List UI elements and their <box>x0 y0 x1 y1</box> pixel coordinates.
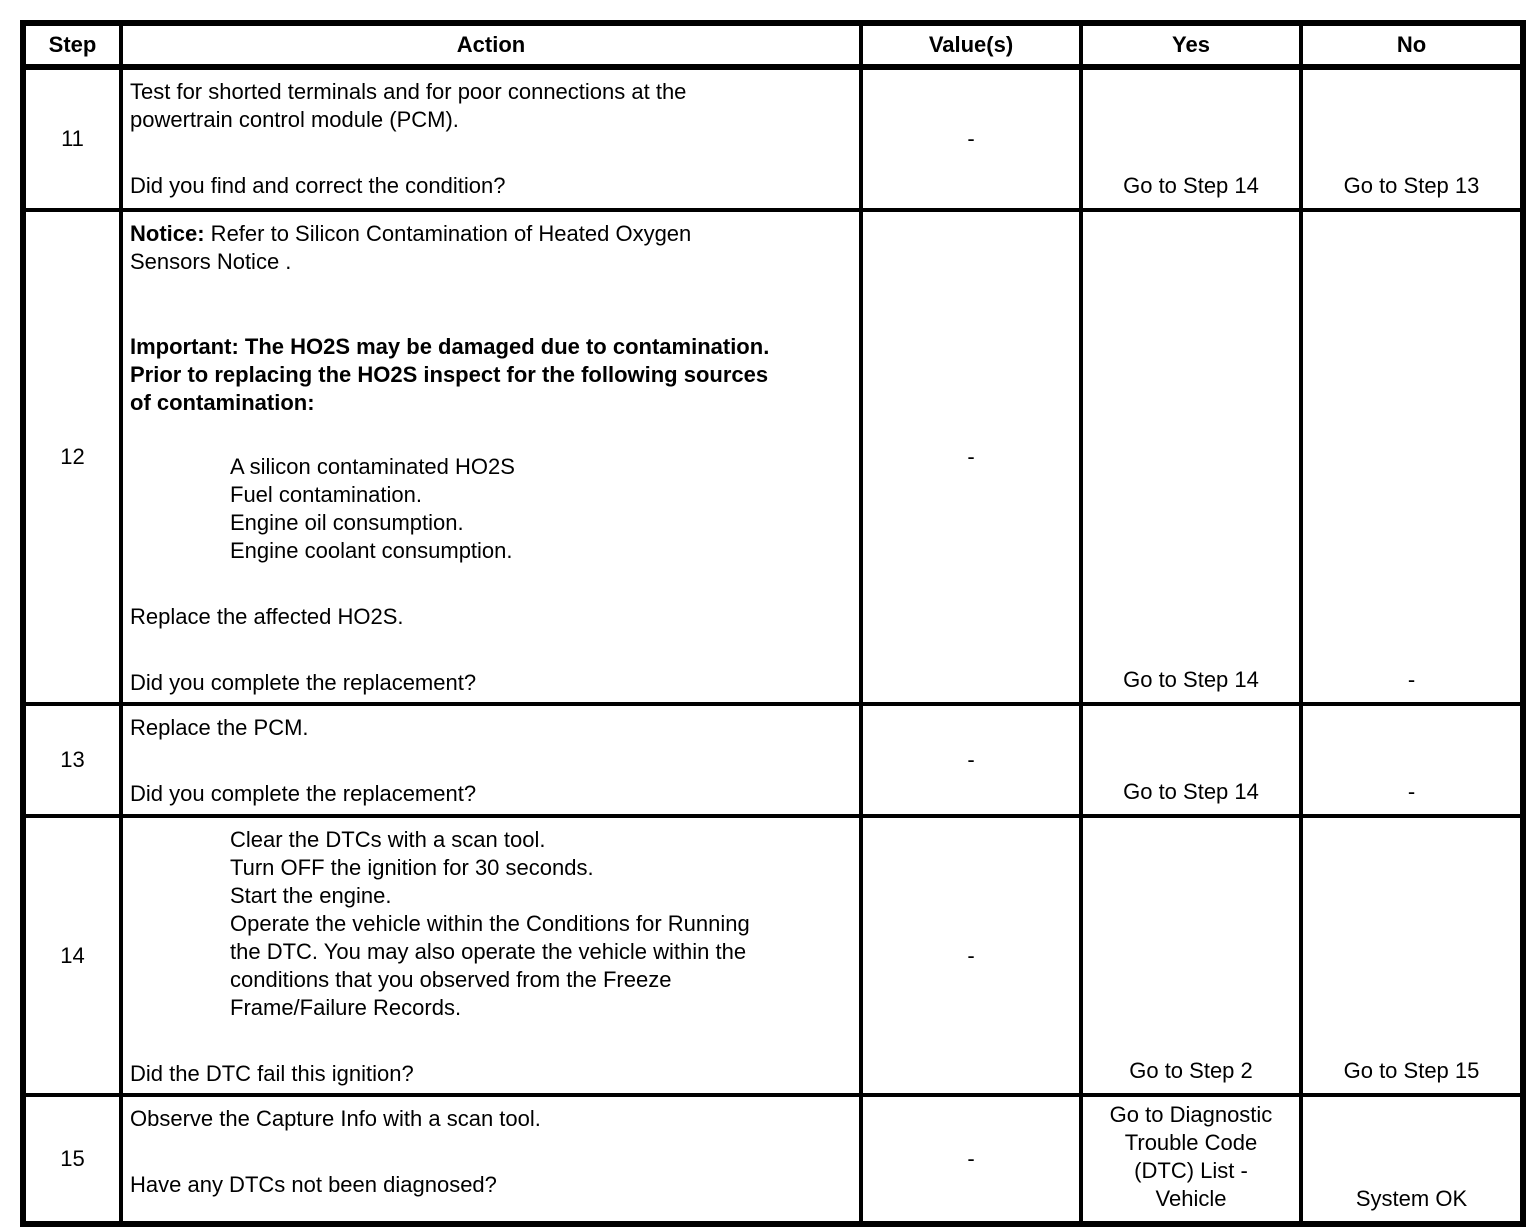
action-paragraph <box>130 78 853 134</box>
action-cell <box>121 1095 861 1224</box>
text-line: Vehicle <box>1155 1186 1227 1211</box>
text-line: Go to Step 2 <box>1129 1058 1253 1083</box>
text-line: - <box>967 444 975 469</box>
table-body <box>23 67 1523 1224</box>
text-line: Observe the Capture Info with a scan tool. <box>130 1106 541 1131</box>
text-line: Operate the vehicle within the Conditions for Running <box>230 911 750 936</box>
diagnostic-table <box>20 20 1526 1227</box>
text-line: Test for shorted terminals and for poor connections at the <box>130 79 687 104</box>
text-line: Replace the PCM. <box>130 715 309 740</box>
action-list-item <box>230 509 853 537</box>
text-line: the DTC. You may also operate the vehicle within the <box>230 939 747 964</box>
text-line: Frame/Failure Records. <box>230 995 462 1020</box>
text-line: - <box>1407 667 1416 692</box>
step-number: 15 <box>60 1146 85 1171</box>
yes-cell <box>1081 67 1301 210</box>
action-list <box>130 453 853 565</box>
text-line: Go to Step 14 <box>1123 173 1259 198</box>
text-line: Prior to replacing the HO2S inspect for the following sources <box>130 362 769 387</box>
text-line: A silicon contaminated HO2S <box>230 454 515 479</box>
action-question: Did you find and correct the condition? <box>130 173 506 198</box>
header-row <box>23 23 1523 67</box>
action-cell <box>121 816 861 1095</box>
important-paragraph <box>130 333 853 417</box>
step-cell <box>23 67 121 210</box>
table-row <box>23 210 1523 704</box>
step-cell <box>23 210 121 704</box>
no-cell <box>1301 67 1523 210</box>
text-line: Go to Step 14 <box>1123 667 1259 692</box>
action-content <box>130 78 853 200</box>
text-line: Engine coolant consumption. <box>230 538 513 563</box>
yes-cell <box>1081 210 1301 704</box>
no-cell <box>1301 816 1523 1095</box>
action-cell <box>121 210 861 704</box>
text-line: Turn OFF the ignition for 30 seconds. <box>230 855 594 880</box>
action-list-item <box>230 910 853 1022</box>
table-row <box>23 704 1523 816</box>
action-list-item <box>230 481 853 509</box>
action-paragraph <box>130 714 853 742</box>
action-question: Did the DTC fail this ignition? <box>130 1061 414 1086</box>
value-cell <box>861 704 1081 816</box>
text-line: - <box>967 747 975 772</box>
step-cell <box>23 704 121 816</box>
text-line: Go to Step 13 <box>1343 173 1480 198</box>
text-line: Fuel contamination. <box>230 482 422 507</box>
action-content <box>130 1105 853 1209</box>
table-row <box>23 1095 1523 1224</box>
no-cell <box>1301 1095 1523 1224</box>
action-content <box>130 714 853 806</box>
text-line: Trouble Code <box>1124 1130 1258 1155</box>
text-line: System OK <box>1355 1186 1468 1211</box>
no-cell <box>1301 210 1523 704</box>
notice-paragraph <box>130 220 853 276</box>
step-number: 11 <box>61 126 84 151</box>
action-question: Have any DTCs not been diagnosed? <box>130 1172 497 1197</box>
action-content <box>130 826 853 1085</box>
step-number: 12 <box>60 444 85 469</box>
action-list-item <box>230 882 853 910</box>
action-cell <box>121 67 861 210</box>
text-line: of contamination: <box>130 390 315 415</box>
text-line: - <box>967 126 975 151</box>
yes-cell <box>1081 1095 1301 1224</box>
action-list-item <box>230 826 853 854</box>
action-list-item <box>230 537 853 565</box>
text-line: conditions that you observed from the Freeze <box>230 967 672 992</box>
text-line: - <box>967 942 975 968</box>
notice-text: Refer to Silicon Contamination of Heated Oxygen <box>204 221 692 246</box>
text-line: - <box>1407 779 1416 804</box>
action-paragraph <box>130 1105 853 1133</box>
action-cell <box>121 704 861 816</box>
text-line: Go to Diagnostic <box>1109 1102 1273 1127</box>
action-question: Did you complete the replacement? <box>130 670 477 695</box>
text-line: (DTC) List - <box>1134 1158 1248 1183</box>
action-question: Did you complete the replacement? <box>130 781 477 806</box>
table-row <box>23 67 1523 210</box>
yes-cell <box>1081 704 1301 816</box>
value-cell <box>861 1095 1081 1224</box>
no-cell <box>1301 704 1523 816</box>
col-header-no: No <box>1301 23 1523 67</box>
value-cell <box>861 816 1081 1095</box>
notice-label: Notice: <box>130 221 205 246</box>
action-content <box>130 220 853 694</box>
col-header-action: Action <box>121 23 861 67</box>
action-list-item <box>230 453 853 481</box>
col-header-step: Step <box>23 23 121 67</box>
text-line: Important: The HO2S may be damaged due to contamination. <box>130 334 770 359</box>
text-line: Engine oil consumption. <box>230 510 464 535</box>
col-header-values: Value(s) <box>861 23 1081 67</box>
step-number: 13 <box>60 747 85 772</box>
text-line: Go to Step 14 <box>1123 779 1259 804</box>
col-header-yes: Yes <box>1081 23 1301 67</box>
step-cell <box>23 1095 121 1224</box>
step-cell <box>23 816 121 1095</box>
text-line: Go to Step 15 <box>1343 1058 1480 1083</box>
text-line: - <box>967 1146 975 1171</box>
value-cell <box>861 67 1081 210</box>
value-cell <box>861 210 1081 704</box>
text-line: Replace the affected HO2S. <box>130 604 404 629</box>
action-list <box>130 826 853 1022</box>
action-paragraph <box>130 603 853 631</box>
table-row <box>23 816 1523 1095</box>
text-line: Sensors Notice . <box>130 249 292 274</box>
action-list-item <box>230 854 853 882</box>
text-line: Clear the DTCs with a scan tool. <box>230 827 546 852</box>
text-line: powertrain control module (PCM). <box>130 107 459 132</box>
step-number: 14 <box>60 942 85 968</box>
yes-cell <box>1081 816 1301 1095</box>
text-line: Start the engine. <box>230 883 392 908</box>
